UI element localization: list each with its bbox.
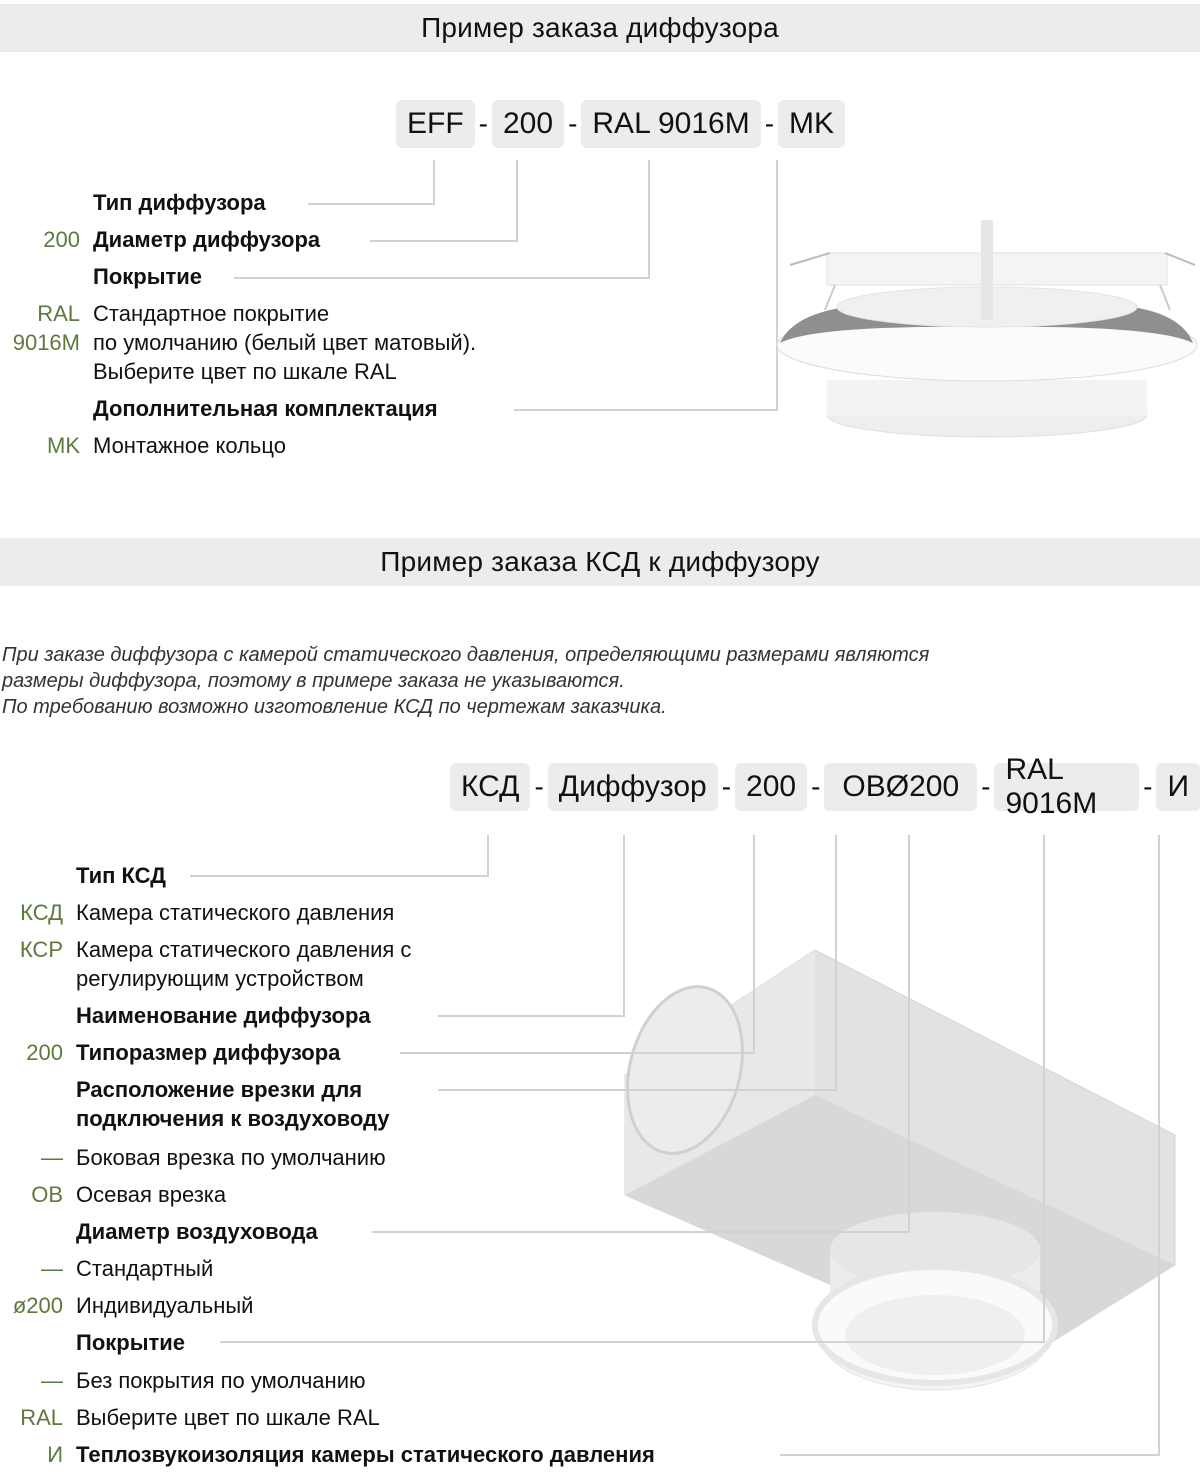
section2-title: Пример заказа КСД к диффузору	[380, 546, 820, 577]
connector-line	[487, 835, 489, 877]
code-chip: RAL 9016M	[994, 763, 1139, 811]
legend-code: RAL	[20, 1405, 63, 1430]
legend-code: КСР	[19, 937, 63, 962]
legend-item	[0, 861, 166, 890]
legend-label: Монтажное кольцо	[93, 433, 286, 458]
legend-label-line: Расположение врезки для	[76, 1077, 363, 1102]
note-line: размеры диффузора, поэтому в примере заказа не указываются.	[2, 670, 625, 692]
legend-item	[0, 188, 266, 217]
legend-label: Стандартный	[76, 1256, 214, 1281]
legend-item	[0, 1001, 371, 1030]
note-line: При заказе диффузора с камерой статического давления, определяющими размерами являются	[2, 644, 930, 666]
section1-code	[396, 100, 845, 148]
connector-line	[234, 277, 650, 279]
code-chip: 200	[735, 763, 807, 811]
separator: -	[1143, 771, 1153, 802]
legend-label-line: регулирующим устройством	[76, 966, 364, 991]
connector-line	[908, 835, 910, 1233]
legend-label: Индивидуальный	[76, 1293, 254, 1318]
legend-label: Дополнительная комплектация	[93, 396, 438, 421]
legend-label-line: Стандартное покрытие	[93, 301, 330, 326]
legend-item	[0, 1291, 253, 1320]
connector-line	[190, 875, 489, 877]
connector-line	[514, 409, 778, 411]
legend-code	[0, 299, 80, 357]
legend-label-line: Выберите цвет по шкале RAL	[93, 359, 397, 384]
separator: -	[764, 108, 775, 139]
legend-label: Выберите цвет по шкале RAL	[76, 1405, 380, 1430]
legend-label: Тип КСД	[76, 863, 166, 888]
legend-code: ОВ	[31, 1182, 63, 1207]
legend-code: И	[47, 1442, 63, 1467]
connector-line	[433, 160, 435, 205]
separator: -	[981, 771, 991, 802]
legend-label-line: по умолчанию (белый цвет матовый).	[93, 330, 477, 355]
connector-line	[516, 160, 518, 242]
code-chip: ОВØ200	[824, 763, 977, 811]
separator: -	[534, 771, 544, 802]
legend-label	[93, 299, 476, 386]
section2-code	[450, 753, 1200, 820]
legend-item	[0, 935, 411, 993]
connector-line	[370, 240, 518, 242]
legend-item	[0, 1366, 365, 1395]
legend-label-line: Камера статического давления с	[76, 937, 412, 962]
legend-label: Покрытие	[93, 264, 203, 289]
connector-line	[623, 835, 625, 1017]
note-line: По требованию возможно изготовление КСД по чертежам заказчика.	[2, 696, 667, 718]
connector-line	[648, 160, 650, 279]
legend-item	[0, 394, 438, 423]
legend-label: Боковая врезка по умолчанию	[76, 1145, 386, 1170]
section2-banner	[0, 538, 1200, 586]
order-note	[2, 642, 929, 720]
legend-label: Без покрытия по умолчанию	[76, 1368, 366, 1393]
section1-title: Пример заказа диффузора	[421, 12, 779, 43]
code-chip: RAL 9016M	[581, 100, 760, 148]
legend-code: —	[41, 1256, 63, 1281]
connector-line	[438, 1089, 837, 1091]
legend-item	[0, 1328, 185, 1357]
legend-code: MK	[47, 433, 80, 458]
code-chip: КСД	[450, 763, 530, 811]
separator: -	[811, 771, 821, 802]
separator: -	[721, 771, 732, 802]
code-chip: MK	[778, 100, 845, 148]
legend-label: Теплозвукоизоляция камеры статического давления	[76, 1442, 655, 1467]
code-chip: И	[1156, 763, 1200, 811]
legend-item	[0, 1180, 226, 1209]
legend-item	[0, 225, 320, 254]
legend-code: —	[41, 1145, 63, 1170]
connector-line	[835, 835, 837, 1091]
legend-label: Диаметр воздуховода	[76, 1219, 318, 1244]
connector-line	[753, 835, 755, 1054]
legend-item	[0, 1254, 213, 1283]
legend-item	[0, 1403, 380, 1432]
legend-code: 200	[43, 227, 80, 252]
legend-label	[76, 1075, 390, 1133]
legend-label	[76, 935, 411, 993]
section1-banner	[0, 4, 1200, 52]
legend-label: Наименование диффузора	[76, 1003, 371, 1028]
legend-item	[0, 1038, 340, 1067]
legend-label: Диаметр диффузора	[93, 227, 321, 252]
legend-code: КСД	[20, 900, 63, 925]
separator: -	[568, 108, 578, 139]
legend-label-line: подключения к воздуховоду	[76, 1106, 390, 1131]
separator: -	[478, 108, 488, 139]
legend-code-line: RAL	[37, 301, 80, 326]
connector-line	[438, 1015, 625, 1017]
connector-line	[1158, 835, 1160, 1456]
legend-item	[0, 299, 476, 386]
code-chip: EFF	[396, 100, 475, 148]
legend-item	[0, 1075, 390, 1133]
code-chip: 200	[492, 100, 564, 148]
connector-line	[1043, 835, 1045, 1343]
legend-item	[0, 262, 202, 291]
legend-item	[0, 898, 394, 927]
legend-label: Тип диффузора	[93, 190, 266, 215]
connector-line	[780, 1454, 1160, 1456]
legend-item	[0, 431, 286, 460]
legend-label: Осевая врезка	[76, 1182, 227, 1207]
legend-item	[0, 1143, 386, 1172]
legend-code-line: 9016M	[12, 330, 80, 355]
legend-label: Типоразмер диффузора	[76, 1040, 341, 1065]
connector-line	[220, 1341, 1045, 1343]
connector-line	[372, 1231, 910, 1233]
legend-code: —	[41, 1368, 63, 1393]
legend-code: 200	[26, 1040, 63, 1065]
connector-line	[400, 1052, 755, 1054]
legend-code: ø200	[12, 1293, 63, 1318]
code-chip: Диффузор	[548, 763, 718, 811]
legend-label: Покрытие	[76, 1330, 186, 1355]
legend-item	[0, 1440, 655, 1469]
legend-item	[0, 1217, 318, 1246]
connector-line	[308, 203, 435, 205]
legend-label: Камера статического давления	[76, 900, 395, 925]
round-diffuser-image	[775, 215, 1200, 440]
